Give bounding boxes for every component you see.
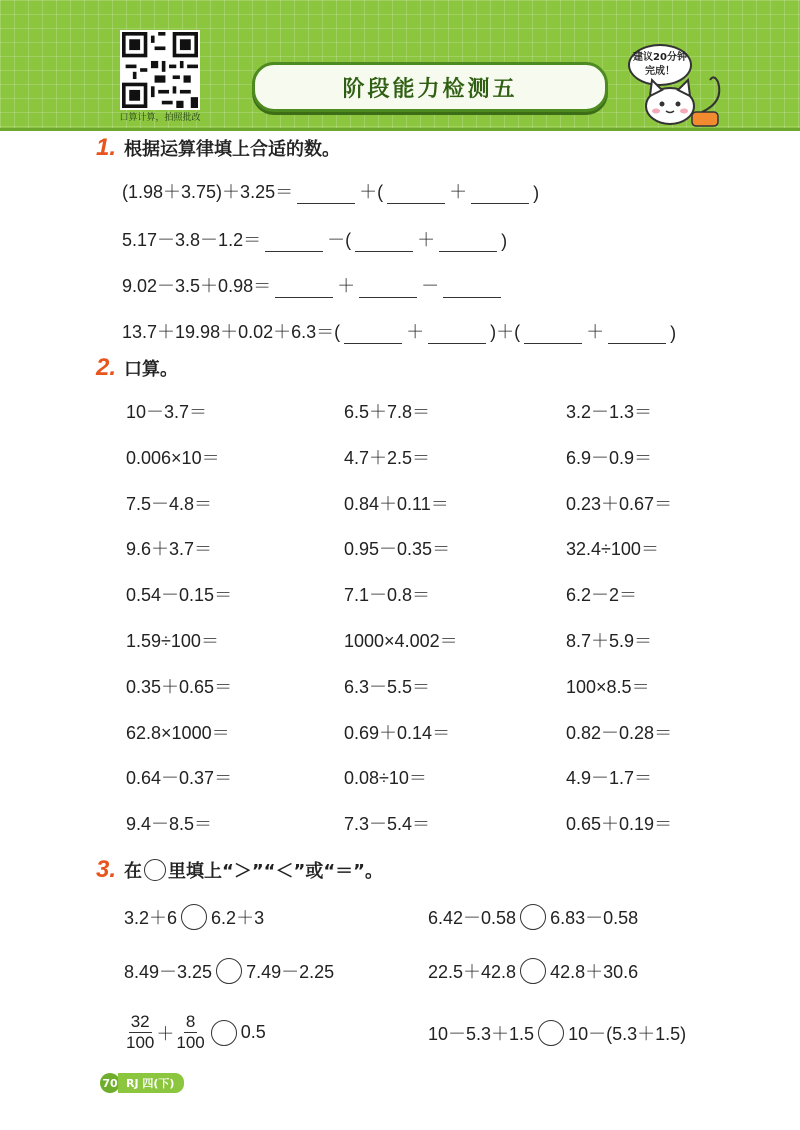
question-1-title: 根据运算律填上合适的数。: [124, 139, 341, 160]
qr-caption: 口算计算，拍照批改: [119, 113, 201, 123]
question-3-heading: [96, 856, 383, 884]
fraction-denominator: 100: [126, 1033, 155, 1052]
fraction: [126, 1012, 154, 1053]
operator: ＋: [337, 276, 356, 296]
compare-item: [428, 1020, 686, 1046]
mental-math-item: 6.2－2＝: [566, 585, 638, 605]
compare-left: 22.5＋42.8: [428, 962, 517, 982]
operator: ): [501, 231, 508, 251]
mental-math-item: 100×8.5＝: [566, 677, 650, 697]
operator: －(: [327, 230, 352, 250]
operator: ): [533, 183, 540, 203]
mental-math-item: 4.7＋2.5＝: [344, 448, 431, 468]
compare-circle[interactable]: [211, 1020, 237, 1046]
operator: )＋(: [490, 322, 521, 342]
mental-math-item: 1000×4.002＝: [344, 631, 458, 651]
circle-icon: [144, 859, 166, 881]
operator: ＋: [156, 1023, 175, 1044]
mental-math-item: 32.4÷100＝: [566, 539, 659, 559]
q1-line-1-expression: (1.98＋3.75)＋3.25＝: [122, 182, 294, 202]
compare-item: [428, 904, 638, 930]
q1-line-2-expression: 5.17－3.8－1.2＝: [122, 230, 262, 250]
operator: ＋: [449, 182, 468, 202]
question-3-title-post: 里填上“＞”“＜”或“＝”。: [168, 861, 383, 882]
mental-math-item: 7.1－0.8＝: [344, 585, 431, 605]
answer-blank[interactable]: [443, 279, 501, 298]
compare-right: 0.5: [240, 1022, 266, 1042]
compare-right: 7.49－2.25: [246, 962, 335, 982]
compare-left: 3.2＋6: [124, 908, 178, 928]
answer-blank[interactable]: [297, 185, 355, 204]
q1-line-3-expression: 9.02－3.5＋0.98＝: [122, 276, 272, 296]
q1-line-4-expression: 13.7＋19.98＋0.02＋6.3＝(: [122, 322, 341, 342]
compare-circle[interactable]: [520, 958, 546, 984]
qr-code-icon: [120, 30, 200, 110]
answer-blank[interactable]: [344, 325, 402, 344]
grade-label: RJ 四(下): [118, 1073, 184, 1093]
answer-blank[interactable]: [275, 279, 333, 298]
page-footer: [100, 1074, 184, 1092]
compare-left: 8.49－3.25: [124, 962, 213, 982]
fraction-numerator: 8: [185, 1012, 196, 1031]
compare-item: [124, 904, 264, 930]
mental-math-item: 0.54－0.15＝: [126, 585, 233, 605]
mental-math-item: 3.2－1.3＝: [566, 402, 653, 422]
mental-math-item: 9.4－8.5＝: [126, 814, 213, 834]
mental-math-item: 0.84＋0.11＝: [344, 494, 449, 514]
operator: ＋: [417, 230, 436, 250]
compare-left: 6.42－0.58: [428, 908, 517, 928]
compare-right: 6.83－0.58: [550, 908, 639, 928]
operator: －: [421, 276, 440, 296]
answer-blank[interactable]: [355, 233, 413, 252]
mental-math-item: 0.08÷10＝: [344, 768, 427, 788]
compare-item: [428, 958, 638, 984]
answer-blank[interactable]: [387, 185, 445, 204]
q1-line-3: [122, 272, 505, 298]
compare-circle[interactable]: [538, 1020, 564, 1046]
bubble-line-2: 完成！: [645, 66, 675, 77]
compare-left: 10－5.3＋1.5: [428, 1024, 535, 1044]
mental-math-item: 0.65＋0.19＝: [566, 814, 673, 834]
answer-blank[interactable]: [359, 279, 417, 298]
fraction-denominator: 100: [176, 1033, 205, 1052]
q1-line-2: [122, 226, 507, 252]
answer-blank[interactable]: [608, 325, 666, 344]
compare-right: 10－(5.3＋1.5): [568, 1024, 687, 1044]
q1-line-4: [122, 318, 676, 344]
question-3-title-pre: 在: [124, 861, 143, 882]
mental-math-item: 0.69＋0.14＝: [344, 723, 451, 743]
bubble-line-1: 建议20分钟: [633, 52, 687, 63]
compare-circle[interactable]: [520, 904, 546, 930]
mental-math-item: 4.9－1.7＝: [566, 768, 653, 788]
compare-item: [124, 958, 334, 984]
page-header: [0, 0, 800, 131]
title-banner: [252, 62, 608, 112]
cat-mascot-icon: [640, 72, 730, 128]
mental-math-item: 6.9－0.9＝: [566, 448, 653, 468]
mental-math-item: 6.3－5.5＝: [344, 677, 431, 697]
mental-math-item: 62.8×1000＝: [126, 723, 230, 743]
page-title: 阶段能力检测五: [342, 76, 518, 102]
fraction: [176, 1012, 204, 1053]
answer-blank[interactable]: [439, 233, 497, 252]
mental-math-item: 0.35＋0.65＝: [126, 677, 233, 697]
answer-blank[interactable]: [524, 325, 582, 344]
question-1-heading: [96, 134, 340, 162]
compare-item-fractions: [124, 1012, 266, 1053]
mental-math-item: 1.59÷100＝: [126, 631, 219, 651]
q1-line-1: [122, 178, 539, 204]
mental-math-item: 0.95－0.35＝: [344, 539, 451, 559]
mental-math-item: 0.82－0.28＝: [566, 723, 673, 743]
question-3-number: 3.: [96, 856, 117, 883]
answer-blank[interactable]: [428, 325, 486, 344]
mental-math-item: 6.5＋7.8＝: [344, 402, 431, 422]
mental-math-item: 10－3.7＝: [126, 402, 208, 422]
answer-blank[interactable]: [265, 233, 323, 252]
mental-math-item: 8.7＋5.9＝: [566, 631, 653, 651]
compare-right: 6.2＋3: [211, 908, 265, 928]
operator: ＋: [586, 322, 605, 342]
mental-math-item: 7.5－4.8＝: [126, 494, 213, 514]
question-2-number: 2.: [96, 354, 117, 381]
compare-right: 42.8＋30.6: [550, 962, 639, 982]
question-1-number: 1.: [96, 134, 117, 161]
question-2-heading: [96, 354, 178, 382]
operator: ): [670, 323, 677, 343]
operator: ＋: [406, 322, 425, 342]
mental-math-item: 0.006×10＝: [126, 448, 220, 468]
mental-math-item: 9.6＋3.7＝: [126, 539, 213, 559]
answer-blank[interactable]: [471, 185, 529, 204]
compare-circle[interactable]: [181, 904, 207, 930]
mental-math-item: 0.23＋0.67＝: [566, 494, 673, 514]
compare-circle[interactable]: [216, 958, 242, 984]
mental-math-item: 7.3－5.4＝: [344, 814, 431, 834]
page-number: 70: [100, 1073, 120, 1093]
question-2-title: 口算。: [124, 359, 179, 380]
mental-math-item: 0.64－0.37＝: [126, 768, 233, 788]
operator: ＋(: [359, 182, 384, 202]
fraction-numerator: 32: [130, 1012, 150, 1031]
